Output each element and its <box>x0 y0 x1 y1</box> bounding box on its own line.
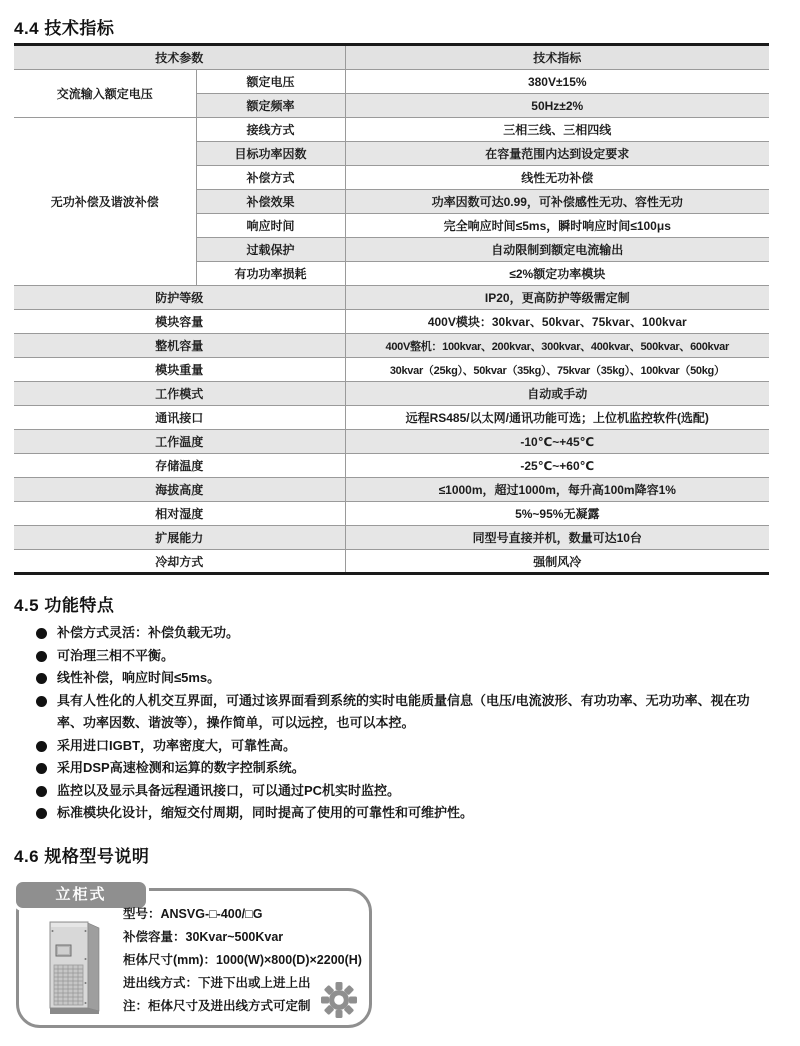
param-cell: 补偿效果 <box>196 190 345 214</box>
value-cell: 功率因数可达0.99，可补偿感性无功、容性无功 <box>345 190 769 214</box>
value-cell: ≤1000m，超过1000m，每升高100m降容1% <box>345 478 769 502</box>
bullet-icon <box>36 628 47 639</box>
value-cell: 400V模块：30kvar、50kvar、75kvar、100kvar <box>345 310 769 334</box>
table-row <box>14 526 769 550</box>
spec-line-note: 注：柜体尺寸及进出线方式可定制 <box>123 999 311 1013</box>
table-row <box>14 118 769 142</box>
feature-text: 采用DSP高速检测和运算的数字控制系统。 <box>57 760 305 775</box>
param-cell: 额定频率 <box>196 94 345 118</box>
list-item <box>36 667 774 690</box>
cabinet-type-tag: 立柜式 <box>13 879 149 911</box>
bullet-icon <box>36 763 47 774</box>
param-cell: 冷却方式 <box>14 550 345 574</box>
param-cell: 接线方式 <box>196 118 345 142</box>
feature-text: 采用进口IGBT，功率密度大，可靠性高。 <box>57 737 297 753</box>
value-cell: 在容量范围内达到设定要求 <box>345 142 769 166</box>
value-cell: 自动限制到额定电流输出 <box>345 238 769 262</box>
feature-text: 具有人性化的人机交互界面，可通过该界面看到系统的实时电能质量信息（电压/电流波形、有功功率、无功功率、视在功率、功率因数、谐波等），操作简单，可以远控，也可以本控。 <box>57 692 750 730</box>
bullet-icon <box>36 786 47 797</box>
table-row <box>14 310 769 334</box>
param-cell: 工作温度 <box>14 430 345 454</box>
param-cell: 模块重量 <box>14 358 345 382</box>
table-row <box>14 334 769 358</box>
param-cell: 存储温度 <box>14 454 345 478</box>
table-row <box>14 358 769 382</box>
value-cell: 5%~95%无凝露 <box>345 502 769 526</box>
value-cell: 完全响应时间≤5ms，瞬时响应时间≤100μs <box>345 214 769 238</box>
param-cell: 通讯接口 <box>14 406 345 430</box>
feature-text: 标准模块化设计，缩短交付周期，同时提高了使用的可靠性和可维护性。 <box>57 805 474 820</box>
table-row <box>14 478 769 502</box>
value-cell: -10℃~+45℃ <box>345 430 769 454</box>
list-item <box>36 690 774 735</box>
value-cell: 三相三线、三相四线 <box>345 118 769 142</box>
param-cell: 目标功率因数 <box>196 142 345 166</box>
param-cell: 相对湿度 <box>14 502 345 526</box>
value-cell: ≤2%额定功率模块 <box>345 262 769 286</box>
spec-line-dimensions: 柜体尺寸(mm)：1000(W)×800(D)×2200(H) <box>123 953 362 967</box>
cabinet-spec-box <box>16 888 372 1028</box>
table-row <box>14 70 769 94</box>
param-cell: 响应时间 <box>196 214 345 238</box>
group-cell-reactive-comp: 无功补偿及谐波补偿 <box>14 118 196 286</box>
group-cell-ac-input: 交流输入额定电压 <box>14 70 196 118</box>
value-cell: 30kvar（25kg）、50kvar（35kg）、75kvar（35kg）、100kvar（50kg） <box>345 358 769 382</box>
spec-line-capacity: 补偿容量：30Kvar~500Kvar <box>123 930 284 944</box>
header-cell-param: 技术参数 <box>14 45 345 70</box>
bullet-icon <box>36 651 47 662</box>
table-row <box>14 454 769 478</box>
param-cell: 海拔高度 <box>14 478 345 502</box>
list-item <box>36 622 774 645</box>
spec-line-model: 型号：ANSVG-□-400/□G <box>123 907 263 921</box>
section-4-5-title: 4.5 功能特点 <box>14 596 115 615</box>
gear-icon <box>319 980 359 1020</box>
section-4-6-title: 4.6 规格型号说明 <box>14 847 150 866</box>
value-cell: 380V±15% <box>345 70 769 94</box>
param-cell: 过载保护 <box>196 238 345 262</box>
param-cell: 工作模式 <box>14 382 345 406</box>
param-cell: 整机容量 <box>14 334 345 358</box>
table-row <box>14 550 769 574</box>
section-4-4-title: 4.4 技术指标 <box>14 19 115 38</box>
list-item <box>36 802 774 825</box>
bullet-icon <box>36 696 47 707</box>
feature-list <box>36 622 774 825</box>
value-cell: IP20，更高防护等级需定制 <box>345 286 769 310</box>
value-cell: -25℃~+60℃ <box>345 454 769 478</box>
feature-text: 线性补偿，响应时间≤5ms。 <box>57 670 221 685</box>
table-row <box>14 430 769 454</box>
tech-spec-table <box>14 43 769 575</box>
bullet-icon <box>36 808 47 819</box>
cabinet-image <box>47 919 103 1017</box>
value-cell: 自动或手动 <box>345 382 769 406</box>
value-cell: 远程RS485/以太网/通讯功能可选；上位机监控软件(选配) <box>345 406 769 430</box>
table-header-row <box>14 45 769 70</box>
value-cell: 同型号直接并机，数量可达10台 <box>345 526 769 550</box>
table-row <box>14 502 769 526</box>
value-cell: 400V整机：100kvar、200kvar、300kvar、400kvar、500kvar、600kvar <box>345 334 769 358</box>
param-cell: 有功功率损耗 <box>196 262 345 286</box>
bullet-icon <box>36 673 47 684</box>
param-cell: 模块容量 <box>14 310 345 334</box>
param-cell: 防护等级 <box>14 286 345 310</box>
param-cell: 补偿方式 <box>196 166 345 190</box>
table-row <box>14 406 769 430</box>
spec-line-wiring: 进出线方式：下进下出或上进上出 <box>123 976 311 990</box>
value-cell: 线性无功补偿 <box>345 166 769 190</box>
value-cell: 50Hz±2% <box>345 94 769 118</box>
list-item <box>36 780 774 803</box>
feature-text: 补偿方式灵活：补偿负载无功。 <box>57 625 240 640</box>
list-item <box>36 735 774 758</box>
table-row <box>14 382 769 406</box>
feature-text: 可治理三相不平衡。 <box>57 647 175 663</box>
feature-text: 监控以及显示具备远程通讯接口，可以通过PC机实时监控。 <box>57 782 401 798</box>
param-cell: 额定电压 <box>196 70 345 94</box>
param-cell: 扩展能力 <box>14 526 345 550</box>
value-cell: 强制风冷 <box>345 550 769 574</box>
bullet-icon <box>36 741 47 752</box>
header-cell-value: 技术指标 <box>345 45 769 70</box>
list-item <box>36 757 774 780</box>
table-row <box>14 286 769 310</box>
list-item <box>36 645 774 668</box>
